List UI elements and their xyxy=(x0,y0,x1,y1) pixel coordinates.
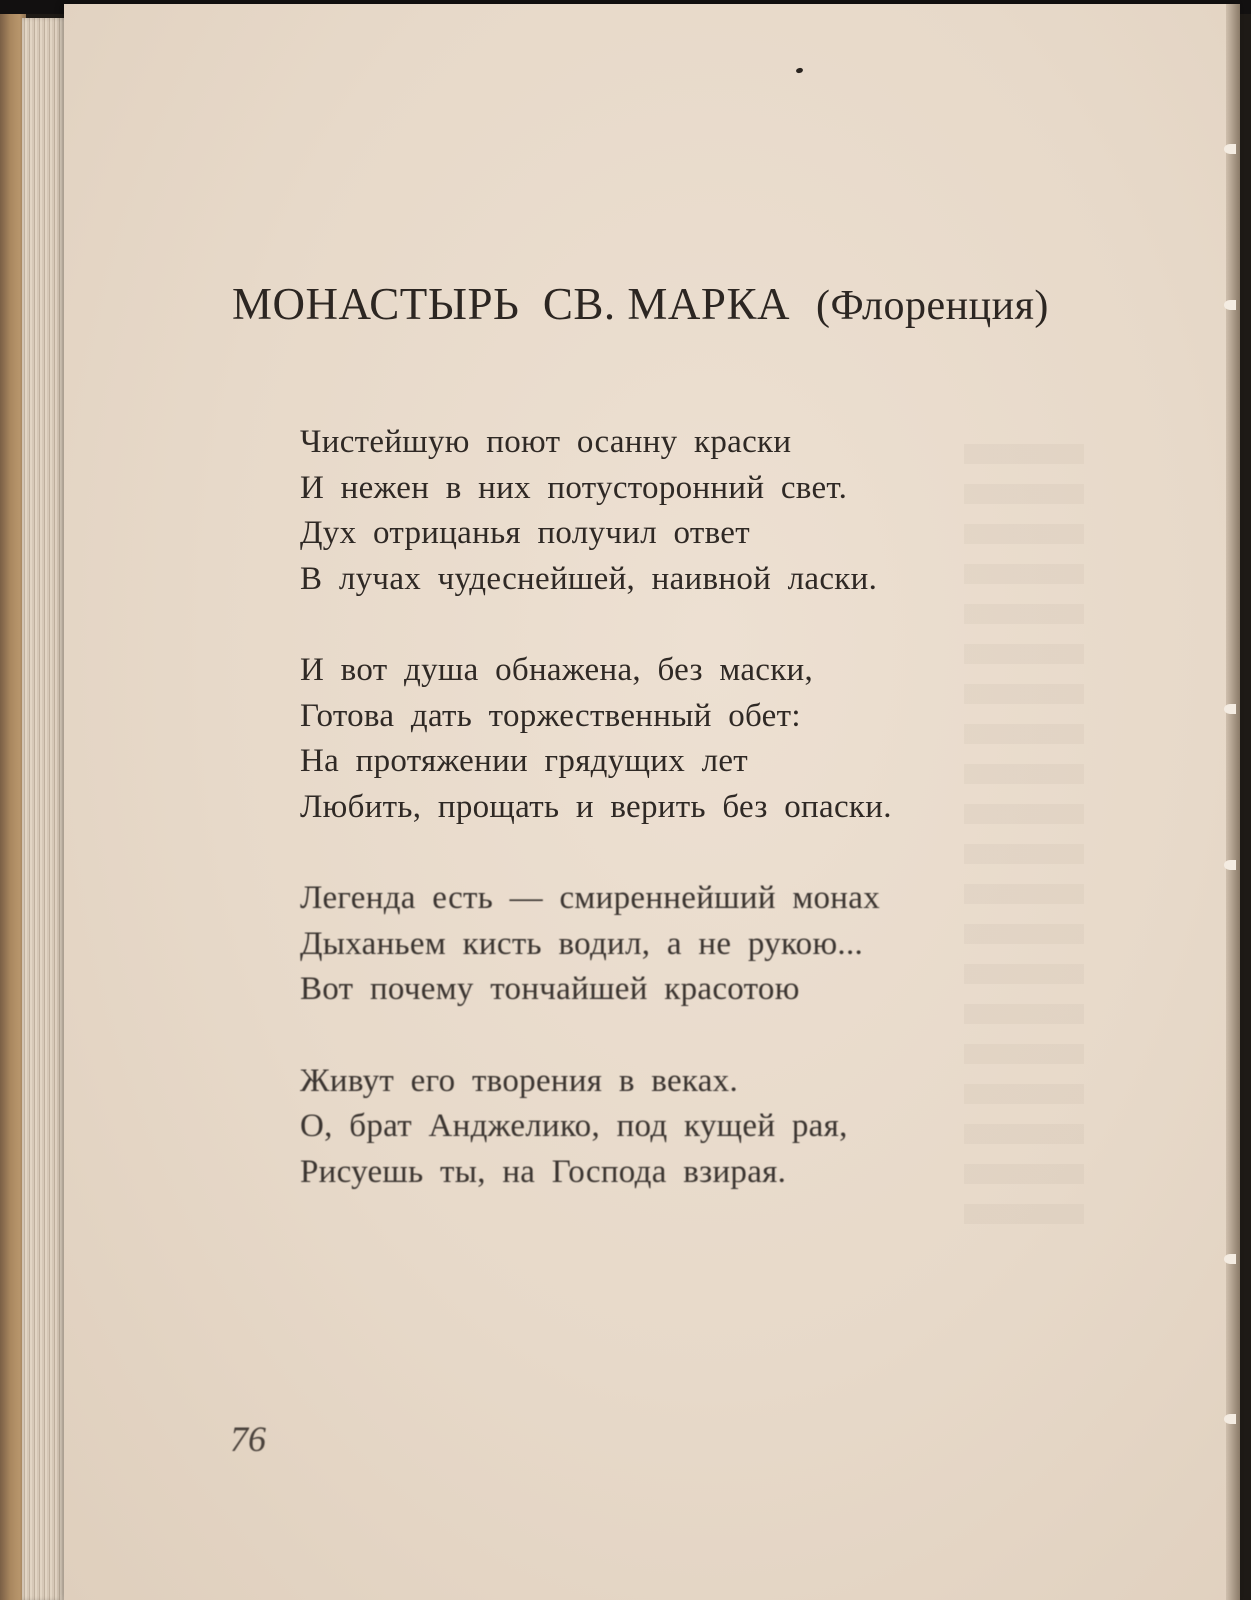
poem-body xyxy=(300,420,1020,1241)
poem-line: На протяжении грядущих лет xyxy=(300,743,749,779)
page-right-edge xyxy=(1226,4,1240,1600)
poem-line: Дух отрицанья получил ответ xyxy=(300,515,750,551)
paper-nick xyxy=(1224,860,1236,870)
poem-line: Легенда есть — смиреннейший монах xyxy=(300,880,881,916)
title-subtitle: (Флоренция) xyxy=(815,283,1049,329)
poem-line: Вот почему тончайшей красотою xyxy=(300,971,800,1007)
poem-line: Живут его творения в веках. xyxy=(300,1062,739,1099)
poem-line: Чистейшую поют осанну краски xyxy=(300,424,792,460)
page-number: 76 xyxy=(230,1419,266,1459)
stanza xyxy=(300,648,1020,830)
poem-line: В лучах чудеснейшей, наивной ласки. xyxy=(300,560,878,597)
poem-line: И вот душа обнажена, без маски, xyxy=(300,652,814,688)
poem-line: И нежен в них потусторонний свет. xyxy=(300,469,848,506)
paper-nick xyxy=(1224,144,1236,154)
stanza xyxy=(300,420,1020,602)
stanza xyxy=(300,1059,1020,1196)
paper-nick xyxy=(1224,1414,1236,1424)
poem-line: О, брат Анджелико, под кущей рая, xyxy=(300,1108,848,1144)
poem-line: Рисуешь ты, на Господа взирая. xyxy=(300,1153,787,1190)
title-main: МОНАСТЫРЬ СВ. МАРКА xyxy=(232,279,790,329)
paper-nick xyxy=(1224,704,1236,714)
poem-line: Любить, прощать и верить без опаски. xyxy=(300,788,892,825)
poem-line: Готова дать торжественный обет: xyxy=(300,697,801,734)
paper-nick xyxy=(1224,1254,1236,1264)
poem-line: Дыханьем кисть водил, а не рукою... xyxy=(300,925,864,962)
poem-title xyxy=(232,279,1112,329)
stanza xyxy=(300,876,1020,1013)
paper-nick xyxy=(1224,300,1236,310)
